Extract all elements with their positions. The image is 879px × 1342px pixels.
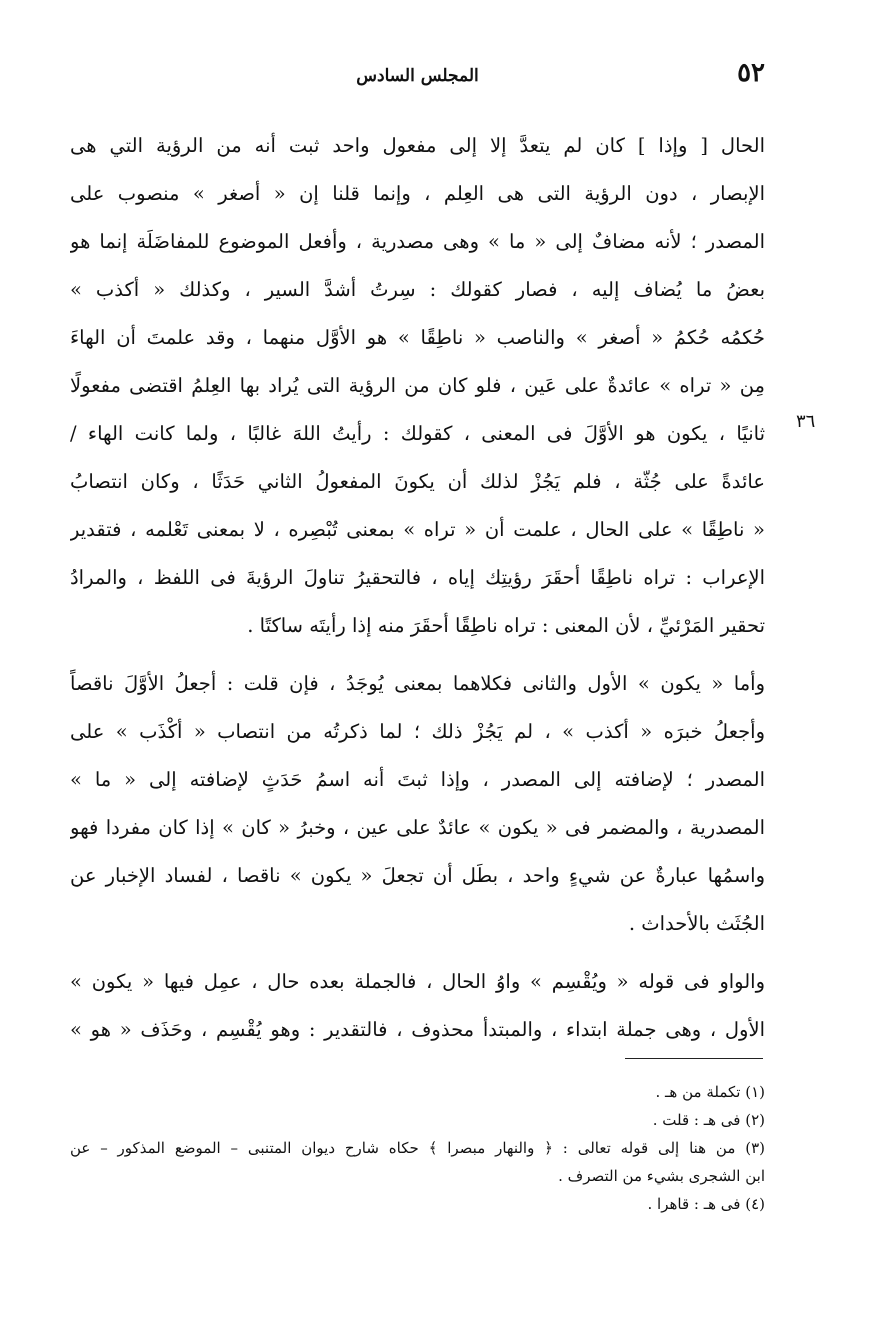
text-line: ثانيًا ، يكون هو الأوَّلَ فى المعنى ، كقولك : رأيتُ اللهَ غالبًا ، ولما كانت الهاء / — [70, 422, 765, 445]
text-line: حُكمُه حُكمُ « أصغر » والناصب « ناطِقًا » هو الأوَّل منهما ، وقد علمتَ أن الهاءَ — [70, 326, 765, 349]
footnote-3-continued: ابن الشجرى بشيء من التصرف . — [558, 1167, 765, 1185]
text-line: وأما « يكون » الأول والثانى فكلاهما بمعنى يُوجَدُ ، فإن قلت : أجعلُ الأوَّلَ ناقصاً — [70, 672, 765, 695]
text-line: بعضُ ما يُضاف إليه ، فصار كقولك : سِرتُ أشدَّ السير ، وكذلك « أكذب » — [70, 278, 765, 301]
page-number: ٥٢ — [737, 58, 765, 88]
text-line: عائدةً على جُثّة ، فلم يَجُزْ لذلك أن يكونَ المفعولُ الثاني حَدَثًا ، وكان انتصابُ — [70, 470, 765, 493]
footnote-4: (٤) فى هـ : قاهرا . — [647, 1195, 765, 1213]
text-line: الإبصار ، دون الرؤية التى هى العِلم ، وإنما قلنا إن « أصغر » منصوب على — [70, 182, 765, 205]
text-line: الحال [ وإذا ] كان لم يتعدَّ إلا إلى مفعول واحد ثبت أنه من الرؤية التي هى — [70, 134, 765, 157]
page-header — [70, 58, 765, 98]
text-line: مِن « تراه » عائدةٌ على عَين ، فلو كان من الرؤية التى يُراد بها العِلمُ اقتضى مفعولًا — [70, 374, 765, 397]
text-line: واسمُها عبارةٌ عن شيءٍ واحد ، بطَل أن تجعلَ « يكون » ناقصا ، لفساد الإخبار عن — [70, 864, 765, 887]
paragraph-1 — [70, 122, 765, 650]
running-title: المجلس السادس — [356, 66, 479, 86]
footnote-3: (٣) من هنا إلى قوله تعالى : ﴿ والنهار مبصرا ﴾ حكاه شارح ديوان المتنبى – الموضع المذكور – عن — [70, 1139, 765, 1157]
footnote-1: (١) تكملة من هـ . — [655, 1083, 765, 1101]
text-line: المصدرية ، والمضمر فى « يكون » عائدٌ على عين ، وخبرُ « كان » إذا كان مفردا فهو — [70, 816, 765, 839]
text-line: الجُثَث بالأحداث . — [628, 912, 765, 935]
paragraph-3 — [70, 958, 765, 1054]
text-line: المصدر ؛ لأنه مضافٌ إلى « ما » وهى مصدرية ، وأفعل الموضوع للمفاضَلَة إنما هو — [70, 230, 765, 253]
footnote-divider — [625, 1058, 763, 1059]
text-line: الإعراب : تراه ناطِقًا أحقَرَ رؤيتِك إياه ، فالتحقيرُ تناولَ الرؤيةَ فى اللفظ ، والمرادُ — [70, 566, 765, 589]
text-line: وأجعلُ خبرَه « أكذب » ، لم يَجُزْ ذلك ؛ لما ذكرتُه من انتصاب « أكْذَب » على — [70, 720, 765, 743]
footnotes — [70, 1078, 765, 1218]
text-line: « ناطِقًا » على الحال ، علمت أن « تراه » بمعنى تُبْصِره ، لا بمعنى تَعْلمه ، فتقدير — [70, 518, 765, 541]
paragraph-2 — [70, 660, 765, 948]
footnote-2: (٢) فى هـ : قلت . — [652, 1111, 765, 1129]
margin-line-number: ٣٦ — [796, 411, 816, 432]
text-line: الأول ، وهى جملة ابتداء ، والمبتدأ محذوف ، فالتقدير : وهو يُقْسِم ، وحَذَف « هو » — [70, 1018, 765, 1041]
main-text — [70, 122, 765, 1054]
text-line: والواو فى قوله « ويُقْسِم » واوُ الحال ، فالجملة بعده حال ، عمِل فيها « يكون » — [70, 970, 765, 993]
text-line: المصدر ؛ لإضافته إلى المصدر ، وإذا ثبتَ أنه اسمُ حَدَثٍ لإضافته إلى « ما » — [70, 768, 765, 791]
text-line: تحقير المَرْئيِّ ، لأن المعنى : تراه ناطِقًا أحقَرَ منه إذا رأيتَه ساكتًا . — [247, 614, 765, 637]
